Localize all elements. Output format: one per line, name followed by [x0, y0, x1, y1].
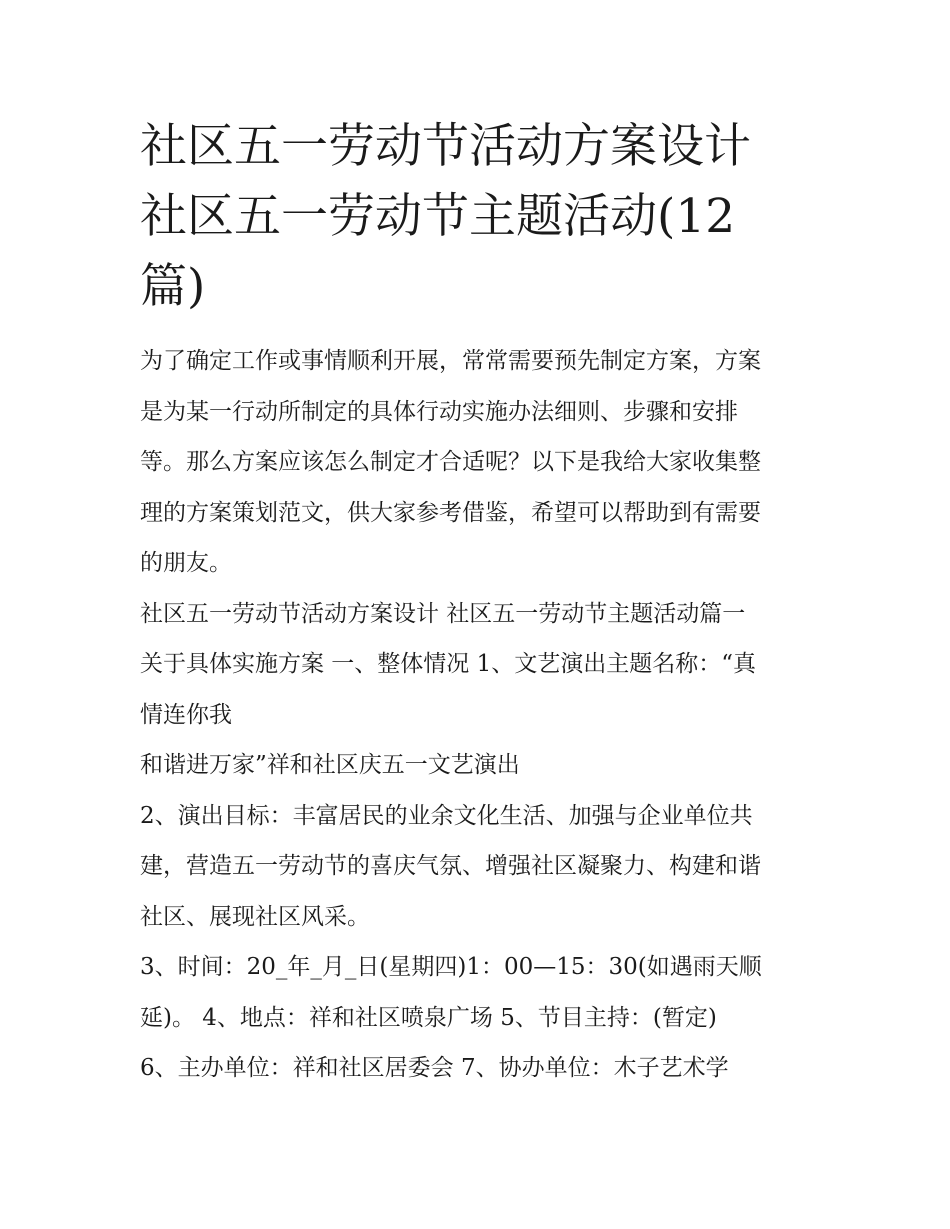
goal-paragraph: 2、演出目标：丰富居民的业余文化生活、加强与企业单位共 建，营造五一劳动节的喜庆气氛、增强社区凝聚力、构建和谐 社区、展现社区风采。	[140, 802, 761, 930]
section-heading-paragraph: 社区五一劳动节活动方案设计 社区五一劳动节主题活动篇一 关于具体实施方案 一、整体情况 1、文艺演出主题名称：“真 情连你我	[140, 600, 757, 728]
title-line-2: 社区五一劳动节主题活动(12	[140, 189, 736, 244]
organizer-paragraph: 6、主办单位：祥和社区居委会 7、协办单位：木子艺术学	[140, 1055, 729, 1081]
intro-paragraph: 为了确定工作或事情顺利开展，常常需要预先制定方案，方案 是为某一行动所制定的具体行动实施办法细则、步骤和安排 等。那么方案应该怎么制定才合适呢？以下是我给大家收集整 理的方案策划范文，供大家参考借鉴，希望可以帮助到有需要 的朋友。	[140, 348, 761, 576]
document-page	[140, 112, 820, 1094]
time-location-paragraph: 3、时间：20_年_月_日(星期四)1：00—15：30(如遇雨天顺 延)。 4、地点：祥和社区喷泉广场 5、节目主持：(暂定)	[140, 954, 762, 1031]
title-line-3: 篇)	[140, 259, 206, 314]
event-name-paragraph: 和谐进万家”祥和社区庆五一文艺演出	[140, 752, 520, 778]
title-line-1: 社区五一劳动节活动方案设计	[140, 119, 751, 174]
document-title	[140, 112, 820, 322]
